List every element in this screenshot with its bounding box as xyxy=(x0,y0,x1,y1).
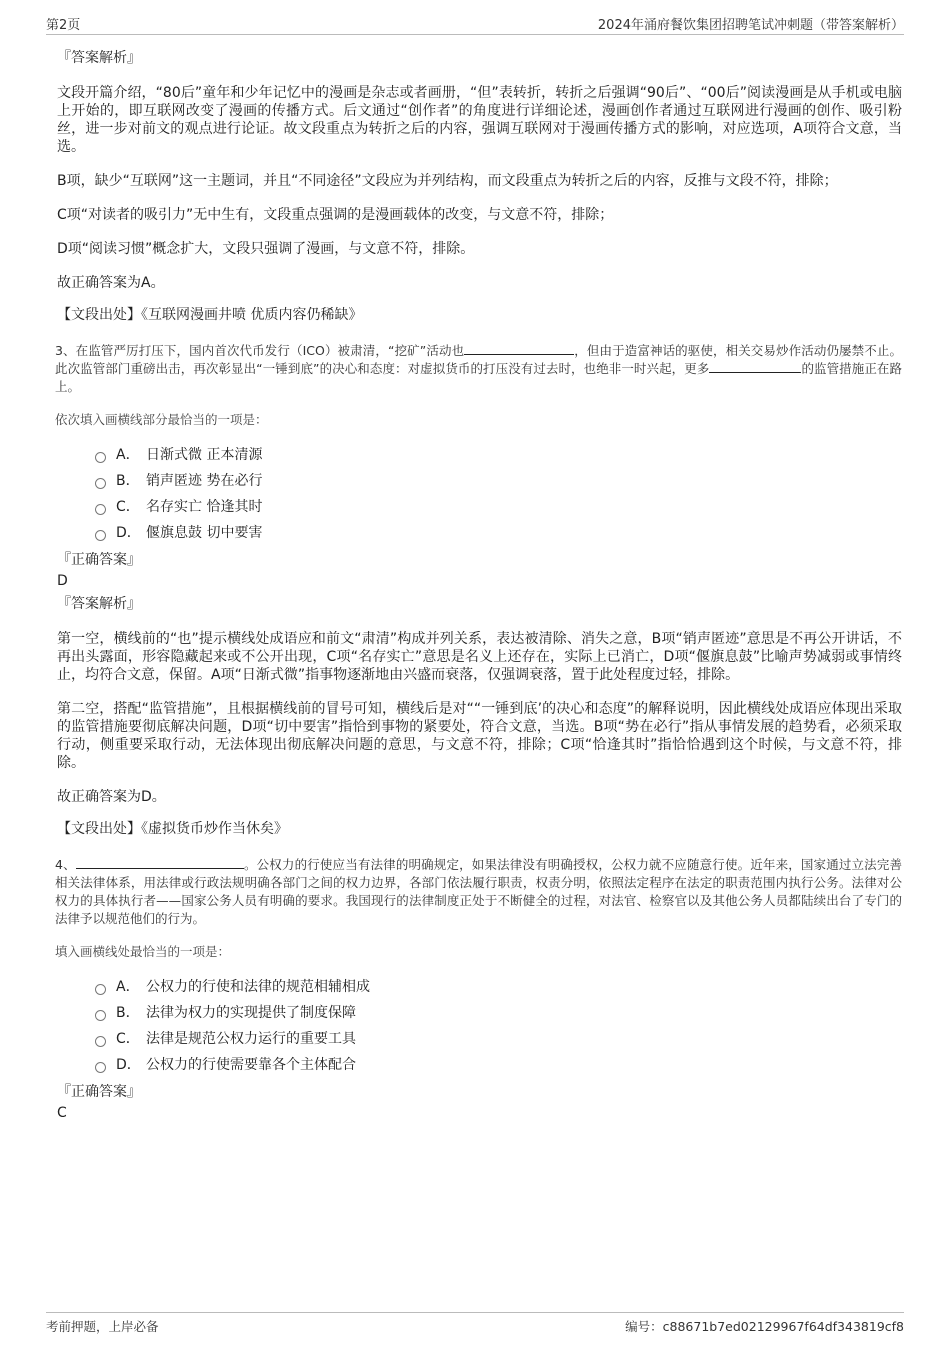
question-stem: 4、 。公权力的行使应当有法律的明确规定，如果法律没有明确授权，公权力就不应随意行使。近年来，国家通过立法完善相关法律体系，用法律或行政法规明确各部门之间的权力边界，各部门依法履行职责，权责分明，依照法定程序在法定的职责范围内执行公务。法律对公权力的具体执行者——国家公务人员有明确的要求。我国现行的法律制度正处于不断健全的过程，对法官、检察官以及其他公务人员都陆续出台了专门的法律予以规范他们的行为。 xyxy=(55,857,902,926)
radio-icon[interactable] xyxy=(95,478,106,489)
footer-slogan: 考前押题，上岸必备 xyxy=(46,1319,159,1334)
document-title: 2024年涌府餐饮集团招聘笔试冲刺题（带答案解析） xyxy=(597,18,904,33)
fill-blank xyxy=(464,342,574,355)
option-c[interactable]: C． 法律是规范公权力运行的重要工具 xyxy=(95,1026,902,1052)
page-footer xyxy=(46,1312,904,1337)
option-d[interactable]: D． 公权力的行使需要靠各个主体配合 xyxy=(95,1052,902,1078)
question-3 xyxy=(55,342,902,838)
passage-source: 【文段出处】《互联网漫画井喷 优质内容仍稀缺》 xyxy=(57,307,363,323)
radio-icon[interactable] xyxy=(95,984,106,995)
correct-answer-label: 『正确答案』 xyxy=(57,552,141,568)
radio-icon[interactable] xyxy=(95,1036,106,1047)
question-instruction: 填入画横线处最恰当的一项是： xyxy=(55,944,231,959)
analysis-paragraph: B项，缺少“互联网”这一主题词，并且“不同途径”文段应为并列结构，而文段重点为转折之后的内容，反推与文段不符，排除； xyxy=(57,173,838,189)
analysis-label: 『答案解析』 xyxy=(57,596,141,612)
option-a[interactable]: A． 公权力的行使和法律的规范相辅相成 xyxy=(95,974,902,1000)
correct-answer: C xyxy=(57,1105,67,1121)
fill-blank xyxy=(76,856,244,869)
option-a[interactable]: A． 日渐式微 正本清源 xyxy=(95,442,902,468)
analysis-paragraph: 文段开篇介绍，“80后”童年和少年记忆中的漫画是杂志或者画册，“但”表转折，转折之后强调“90后”、“00后”阅读漫画是从手机或电脑上开始的，即互联网改变了漫画的传播方式。后文通过“创作者”的角度进行详细论述，漫画创作者通过互联网进行漫画的创作、吸引粉丝，进一步对前文的观点进行论证。故文段重点为转折之后的内容，强调互联网对于漫画传播方式的影响，对应选项，A项符合文意，当选。 xyxy=(57,85,902,155)
question-stem: 3、在监管严厉打压下，国内首次代币发行（ICO）被肃清，“挖矿”活动也 ，但由于造富神话的驱使，相关交易炒作活动仍屡禁不止。此次监管部门重磅出击，再次彰显出“一锤到底”的决心和态度：对虚拟货币的打压没有过去时，也绝非一时兴起，更多 的监管措施正在路上。 xyxy=(55,343,902,394)
option-d[interactable]: D． 偃旗息鼓 切中要害 xyxy=(95,520,902,546)
analysis-paragraph: 故正确答案为D。 xyxy=(57,789,166,805)
document-body xyxy=(55,44,902,1122)
radio-icon[interactable] xyxy=(95,530,106,541)
radio-icon[interactable] xyxy=(95,1010,106,1021)
analysis-paragraph: 第二空，搭配“监管措施”，且根据横线前的冒号可知，横线后是对““一锤到底’的决心和态度”的解释说明，因此横线处成语应体现出采取的监管措施要彻底解决问题，D项“切中要害”指恰到事物的紧要处，符合文意，当选。B项“势在必行”指从事情发展的趋势看，必须采取行动，侧重要采取行动，无法体现出彻底解决问题的意思，与文意不符，排除；C项“恰逢其时”指恰恰遇到这个时候，与文意不符，排除。 xyxy=(57,701,902,771)
radio-icon[interactable] xyxy=(95,504,106,515)
document-code: 编号：c88671b7ed02129967f64df343819cf8 xyxy=(625,1319,904,1334)
correct-answer: D xyxy=(57,573,68,589)
option-c[interactable]: C． 名存实亡 恰逢其时 xyxy=(95,494,902,520)
analysis-paragraph: 第一空，横线前的“也”提示横线处成语应和前文“肃清”构成并列关系，表达被清除、消失之意，B项“销声匿迹”意思是不再公开讲话，不再出头露面，形容隐藏起来或不公开出现，C项“名存实亡”意思是名义上还存在，实际上已消亡，D项“偃旗息鼓”比喻声势减弱或事情终止，均符合文意，保留。A项“日渐式微”指事物逐渐地由兴盛而衰落，仅强调衰落，置于此处程度过轻，排除。 xyxy=(57,631,902,683)
analysis-paragraph: 故正确答案为A。 xyxy=(57,275,165,291)
question-4 xyxy=(55,856,902,1122)
analysis-paragraph: C项“对读者的吸引力”无中生有，文段重点强调的是漫画载体的改变，与文意不符，排除； xyxy=(57,207,614,223)
radio-icon[interactable] xyxy=(95,1062,106,1073)
analysis-label: 『答案解析』 xyxy=(57,50,141,66)
correct-answer-label: 『正确答案』 xyxy=(57,1084,141,1100)
option-list xyxy=(95,974,902,1078)
option-b[interactable]: B． 法律为权力的实现提供了制度保障 xyxy=(95,1000,902,1026)
fill-blank xyxy=(709,360,801,373)
question-instruction: 依次填入画横线部分最恰当的一项是： xyxy=(55,412,268,427)
option-list xyxy=(95,442,902,546)
page-header xyxy=(46,12,904,35)
passage-source: 【文段出处】《虚拟货币炒作当休矣》 xyxy=(57,821,288,837)
question-2-tail xyxy=(55,48,902,324)
page-number: 第2页 xyxy=(46,18,81,33)
analysis-paragraph: D项“阅读习惯”概念扩大，文段只强调了漫画，与文意不符，排除。 xyxy=(57,241,475,257)
option-b[interactable]: B． 销声匿迹 势在必行 xyxy=(95,468,902,494)
radio-icon[interactable] xyxy=(95,452,106,463)
